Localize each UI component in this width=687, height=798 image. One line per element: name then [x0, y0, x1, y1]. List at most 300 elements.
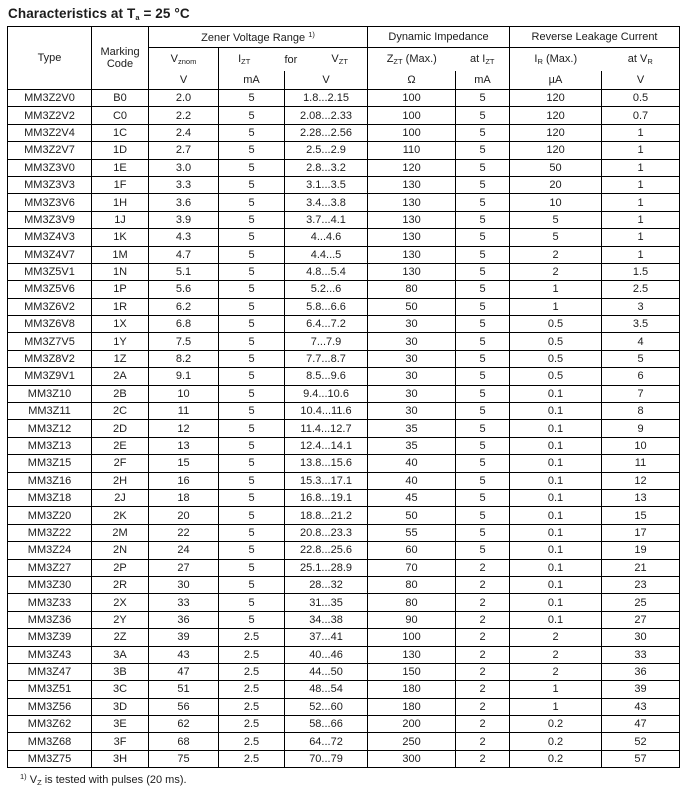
table-row	[8, 542, 680, 559]
at-vr-pre: at V	[627, 53, 648, 65]
cell-ir-max: 0.1	[510, 489, 602, 506]
cell-zzt-max: 130	[368, 229, 456, 246]
cell-zzt-max: 80	[368, 594, 456, 611]
cell-zzt-max: 100	[368, 629, 456, 646]
cell-ir-max: 0.2	[510, 716, 602, 733]
cell-vzt-range: 4...4.6	[285, 229, 368, 246]
cell-zzt-max: 250	[368, 733, 456, 750]
cell-vzt-range: 34...38	[285, 611, 368, 628]
table-row	[8, 437, 680, 454]
cell-at-vr: 1	[602, 229, 680, 246]
cell-at-izt: 5	[456, 333, 510, 350]
cell-izt: 2.5	[219, 646, 285, 663]
cell-type: MM3Z3V6	[8, 194, 92, 211]
table-row	[8, 316, 680, 333]
cell-type: MM3Z2V7	[8, 142, 92, 159]
cell-vzt-range: 3.4...3.8	[285, 194, 368, 211]
cell-type: MM3Z6V8	[8, 316, 92, 333]
cell-zzt-max: 130	[368, 263, 456, 280]
at-vr-sub: R	[647, 57, 653, 66]
cell-vznom: 10	[149, 385, 219, 402]
cell-izt: 5	[219, 559, 285, 576]
for-word: for	[284, 53, 298, 66]
cell-zzt-max: 70	[368, 559, 456, 576]
cell-ir-max: 0.5	[510, 350, 602, 367]
cell-izt: 5	[219, 159, 285, 176]
cell-vzt-range: 64...72	[285, 733, 368, 750]
table-row	[8, 350, 680, 367]
cell-marking-code: 2H	[92, 472, 149, 489]
cell-vznom: 5.6	[149, 281, 219, 298]
header-marking-code: Marking Code	[92, 27, 149, 90]
cell-at-vr: 5	[602, 350, 680, 367]
table-row	[8, 524, 680, 541]
izt-label	[238, 53, 250, 66]
cell-at-izt: 5	[456, 316, 510, 333]
cell-ir-max: 1	[510, 698, 602, 715]
cell-zzt-max: 130	[368, 176, 456, 193]
cell-at-vr: 47	[602, 716, 680, 733]
cell-at-izt: 5	[456, 385, 510, 402]
vznom-sub: znom	[178, 57, 197, 66]
cell-vznom: 24	[149, 542, 219, 559]
cell-ir-max: 2	[510, 646, 602, 663]
cell-izt: 5	[219, 542, 285, 559]
cell-at-izt: 5	[456, 194, 510, 211]
cell-vznom: 27	[149, 559, 219, 576]
cell-zzt-max: 130	[368, 194, 456, 211]
table-row	[8, 142, 680, 159]
cell-marking-code: 2P	[92, 559, 149, 576]
cell-izt: 5	[219, 263, 285, 280]
cell-marking-code: 3E	[92, 716, 149, 733]
cell-vzt-range: 2.08...2.33	[285, 107, 368, 124]
cell-ir-max: 120	[510, 124, 602, 141]
cell-vzt-range: 15.3...17.1	[285, 472, 368, 489]
cell-at-izt: 5	[456, 350, 510, 367]
table-row	[8, 368, 680, 385]
cell-marking-code: 2K	[92, 507, 149, 524]
characteristics-table	[7, 26, 680, 768]
cell-vznom: 3.3	[149, 176, 219, 193]
cell-type: MM3Z12	[8, 420, 92, 437]
cell-type: MM3Z30	[8, 576, 92, 593]
unit-vznom: V	[149, 71, 219, 90]
cell-vzt-range: 2.5...2.9	[285, 142, 368, 159]
table-row	[8, 246, 680, 263]
cell-at-izt: 5	[456, 211, 510, 228]
table-row	[8, 211, 680, 228]
cell-vznom: 3.6	[149, 194, 219, 211]
cell-vzt-range: 1.8...2.15	[285, 90, 368, 107]
cell-marking-code: 1P	[92, 281, 149, 298]
cell-ir-max: 0.1	[510, 611, 602, 628]
cell-at-vr: 9	[602, 420, 680, 437]
cell-type: MM3Z3V3	[8, 176, 92, 193]
cell-type: MM3Z7V5	[8, 333, 92, 350]
cell-zzt-max: 200	[368, 716, 456, 733]
cell-type: MM3Z4V3	[8, 229, 92, 246]
cell-type: MM3Z5V1	[8, 263, 92, 280]
ir-max-suffix: (Max.)	[542, 53, 578, 65]
cell-zzt-max: 110	[368, 142, 456, 159]
cell-izt: 5	[219, 420, 285, 437]
table-row	[8, 698, 680, 715]
table-row	[8, 333, 680, 350]
table-row	[8, 229, 680, 246]
table-row	[8, 611, 680, 628]
cell-zzt-max: 40	[368, 455, 456, 472]
cell-izt: 5	[219, 333, 285, 350]
cell-at-izt: 5	[456, 246, 510, 263]
cell-izt: 5	[219, 403, 285, 420]
cell-marking-code: 2A	[92, 368, 149, 385]
title-unit: °C	[174, 6, 190, 21]
cell-at-izt: 2	[456, 646, 510, 663]
table-row	[8, 472, 680, 489]
cell-at-izt: 5	[456, 263, 510, 280]
zzt-sub: ZT	[393, 57, 403, 66]
cell-at-vr: 36	[602, 663, 680, 680]
cell-zzt-max: 100	[368, 90, 456, 107]
cell-zzt-max: 100	[368, 107, 456, 124]
footnote-marker: 1)	[20, 772, 27, 782]
cell-type: MM3Z9V1	[8, 368, 92, 385]
cell-marking-code: 1J	[92, 211, 149, 228]
cell-marking-code: C0	[92, 107, 149, 124]
cell-at-vr: 13	[602, 489, 680, 506]
cell-izt: 5	[219, 455, 285, 472]
cell-ir-max: 0.1	[510, 472, 602, 489]
cell-izt: 2.5	[219, 733, 285, 750]
cell-ir-max: 0.1	[510, 524, 602, 541]
header-group-dynamic-impedance: Dynamic Impedance	[368, 27, 510, 48]
cell-vznom: 5.1	[149, 263, 219, 280]
vznom-base: V	[170, 53, 178, 65]
cell-at-izt: 5	[456, 403, 510, 420]
cell-izt: 5	[219, 594, 285, 611]
cell-marking-code: 2M	[92, 524, 149, 541]
cell-vznom: 7.5	[149, 333, 219, 350]
cell-vzt-range: 22.8...25.6	[285, 542, 368, 559]
cell-marking-code: 1N	[92, 263, 149, 280]
cell-type: MM3Z27	[8, 559, 92, 576]
cell-marking-code: 1D	[92, 142, 149, 159]
zvr-footnote-marker: 1)	[308, 30, 315, 39]
footnote-vz-base: V	[26, 774, 38, 787]
cell-at-izt: 5	[456, 437, 510, 454]
cell-izt: 2.5	[219, 663, 285, 680]
cell-vznom: 13	[149, 437, 219, 454]
cell-at-vr: 33	[602, 646, 680, 663]
cell-izt: 2.5	[219, 698, 285, 715]
cell-vznom: 20	[149, 507, 219, 524]
cell-marking-code: 3A	[92, 646, 149, 663]
cell-marking-code: 2B	[92, 385, 149, 402]
cell-vznom: 15	[149, 455, 219, 472]
cell-ir-max: 0.5	[510, 333, 602, 350]
cell-zzt-max: 100	[368, 124, 456, 141]
cell-ir-max: 5	[510, 229, 602, 246]
cell-at-vr: 1	[602, 176, 680, 193]
cell-at-vr: 1	[602, 159, 680, 176]
cell-zzt-max: 130	[368, 646, 456, 663]
izt-sub: ZT	[241, 57, 251, 66]
cell-at-vr: 21	[602, 559, 680, 576]
cell-marking-code: 2C	[92, 403, 149, 420]
cell-type: MM3Z33	[8, 594, 92, 611]
cell-zzt-max: 35	[368, 420, 456, 437]
cell-at-vr: 7	[602, 385, 680, 402]
cell-type: MM3Z3V9	[8, 211, 92, 228]
cell-vznom: 8.2	[149, 350, 219, 367]
cell-vznom: 6.2	[149, 298, 219, 315]
cell-ir-max: 1	[510, 681, 602, 698]
cell-ir-max: 2	[510, 246, 602, 263]
cell-zzt-max: 120	[368, 159, 456, 176]
cell-zzt-max: 130	[368, 246, 456, 263]
cell-marking-code: 3F	[92, 733, 149, 750]
cell-at-vr: 17	[602, 524, 680, 541]
cell-izt: 5	[219, 507, 285, 524]
table-row	[8, 403, 680, 420]
unit-zzt: Ω	[368, 71, 456, 90]
cell-zzt-max: 30	[368, 333, 456, 350]
table-row	[8, 107, 680, 124]
cell-at-izt: 2	[456, 663, 510, 680]
cell-vzt-range: 18.8...21.2	[285, 507, 368, 524]
ir-base: I	[534, 53, 538, 65]
cell-ir-max: 0.5	[510, 368, 602, 385]
cell-type: MM3Z20	[8, 507, 92, 524]
cell-vzt-range: 7...7.9	[285, 333, 368, 350]
table-row	[8, 455, 680, 472]
cell-type: MM3Z75	[8, 750, 92, 767]
unit-at-vr: V	[602, 71, 680, 90]
cell-vznom: 36	[149, 611, 219, 628]
cell-at-vr: 1	[602, 124, 680, 141]
cell-izt: 5	[219, 194, 285, 211]
cell-at-izt: 2	[456, 716, 510, 733]
footnote	[20, 772, 687, 787]
cell-ir-max: 0.1	[510, 542, 602, 559]
cell-vzt-range: 44...50	[285, 663, 368, 680]
cell-at-vr: 23	[602, 576, 680, 593]
cell-marking-code: B0	[92, 90, 149, 107]
cell-ir-max: 0.1	[510, 507, 602, 524]
cell-marking-code: 1C	[92, 124, 149, 141]
cell-ir-max: 10	[510, 194, 602, 211]
cell-izt: 2.5	[219, 716, 285, 733]
table-row	[8, 646, 680, 663]
cell-type: MM3Z51	[8, 681, 92, 698]
unit-ir: µA	[510, 71, 602, 90]
cell-ir-max: 0.5	[510, 316, 602, 333]
cell-ir-max: 120	[510, 90, 602, 107]
cell-zzt-max: 180	[368, 698, 456, 715]
table-row	[8, 159, 680, 176]
cell-izt: 2.5	[219, 629, 285, 646]
cell-vzt-range: 48...54	[285, 681, 368, 698]
header-group-zener-voltage-range	[149, 27, 368, 48]
cell-izt: 2.5	[219, 750, 285, 767]
table-row	[8, 263, 680, 280]
vzt-label	[331, 53, 348, 66]
cell-ir-max: 0.1	[510, 385, 602, 402]
cell-zzt-max: 45	[368, 489, 456, 506]
cell-zzt-max: 30	[368, 316, 456, 333]
cell-at-vr: 43	[602, 698, 680, 715]
cell-at-vr: 10	[602, 437, 680, 454]
cell-zzt-max: 300	[368, 750, 456, 767]
cell-vzt-range: 13.8...15.6	[285, 455, 368, 472]
title-text: Characteristics at T	[8, 6, 136, 21]
cell-marking-code: 2J	[92, 489, 149, 506]
cell-type: MM3Z2V2	[8, 107, 92, 124]
page-title	[8, 6, 687, 22]
cell-izt: 5	[219, 107, 285, 124]
cell-at-vr: 8	[602, 403, 680, 420]
cell-marking-code: 2D	[92, 420, 149, 437]
table-row	[8, 716, 680, 733]
table-row	[8, 629, 680, 646]
cell-vzt-range: 5.2...6	[285, 281, 368, 298]
cell-at-vr: 0.7	[602, 107, 680, 124]
cell-type: MM3Z62	[8, 716, 92, 733]
cell-zzt-max: 60	[368, 542, 456, 559]
cell-vznom: 3.0	[149, 159, 219, 176]
cell-vzt-range: 12.4...14.1	[285, 437, 368, 454]
cell-vznom: 56	[149, 698, 219, 715]
cell-type: MM3Z24	[8, 542, 92, 559]
cell-ir-max: 0.2	[510, 733, 602, 750]
cell-at-izt: 5	[456, 229, 510, 246]
cell-at-vr: 30	[602, 629, 680, 646]
cell-ir-max: 1	[510, 281, 602, 298]
cell-marking-code: 1Z	[92, 350, 149, 367]
cell-at-vr: 1	[602, 194, 680, 211]
cell-type: MM3Z47	[8, 663, 92, 680]
cell-at-izt: 5	[456, 524, 510, 541]
table-row	[8, 559, 680, 576]
cell-vznom: 12	[149, 420, 219, 437]
cell-zzt-max: 50	[368, 507, 456, 524]
cell-at-izt: 2	[456, 681, 510, 698]
cell-at-vr: 11	[602, 455, 680, 472]
cell-marking-code: 2Y	[92, 611, 149, 628]
cell-at-vr: 1	[602, 142, 680, 159]
table-row	[8, 420, 680, 437]
header-at-vr	[602, 48, 680, 72]
cell-at-vr: 12	[602, 472, 680, 489]
cell-marking-code: 2Z	[92, 629, 149, 646]
cell-vzt-range: 16.8...19.1	[285, 489, 368, 506]
table-row	[8, 507, 680, 524]
cell-zzt-max: 30	[368, 403, 456, 420]
cell-vznom: 51	[149, 681, 219, 698]
cell-marking-code: 3D	[92, 698, 149, 715]
cell-at-izt: 5	[456, 281, 510, 298]
cell-ir-max: 0.1	[510, 403, 602, 420]
cell-at-izt: 5	[456, 90, 510, 107]
cell-ir-max: 0.1	[510, 559, 602, 576]
cell-ir-max: 0.1	[510, 420, 602, 437]
title-subscript: a	[135, 13, 140, 22]
table-body	[8, 90, 680, 768]
cell-vzt-range: 58...66	[285, 716, 368, 733]
table-row	[8, 663, 680, 680]
cell-type: MM3Z11	[8, 403, 92, 420]
table-row	[8, 733, 680, 750]
cell-ir-max: 2	[510, 629, 602, 646]
table-row	[8, 194, 680, 211]
cell-marking-code: 1E	[92, 159, 149, 176]
cell-vzt-range: 37...41	[285, 629, 368, 646]
cell-at-izt: 2	[456, 750, 510, 767]
cell-vzt-range: 25.1...28.9	[285, 559, 368, 576]
cell-at-izt: 5	[456, 159, 510, 176]
cell-type: MM3Z22	[8, 524, 92, 541]
cell-marking-code: 2R	[92, 576, 149, 593]
cell-marking-code: 1Y	[92, 333, 149, 350]
cell-vzt-range: 6.4...7.2	[285, 316, 368, 333]
table-header	[8, 27, 680, 90]
cell-type: MM3Z36	[8, 611, 92, 628]
cell-zzt-max: 90	[368, 611, 456, 628]
cell-izt: 2.5	[219, 681, 285, 698]
cell-at-izt: 2	[456, 559, 510, 576]
cell-zzt-max: 30	[368, 385, 456, 402]
cell-vznom: 18	[149, 489, 219, 506]
table-row	[8, 298, 680, 315]
cell-at-izt: 2	[456, 594, 510, 611]
cell-vzt-range: 4.4...5	[285, 246, 368, 263]
cell-at-izt: 2	[456, 698, 510, 715]
cell-marking-code: 1X	[92, 316, 149, 333]
cell-type: MM3Z3V0	[8, 159, 92, 176]
cell-ir-max: 2	[510, 263, 602, 280]
cell-at-izt: 5	[456, 142, 510, 159]
cell-marking-code: 2F	[92, 455, 149, 472]
cell-type: MM3Z16	[8, 472, 92, 489]
zzt-base: Z	[386, 53, 394, 65]
cell-type: MM3Z2V0	[8, 90, 92, 107]
cell-vzt-range: 3.1...3.5	[285, 176, 368, 193]
cell-vzt-range: 7.7...8.7	[285, 350, 368, 367]
footnote-text: is tested with pulses (20 ms).	[41, 774, 187, 787]
cell-marking-code: 1F	[92, 176, 149, 193]
cell-izt: 5	[219, 437, 285, 454]
cell-vznom: 43	[149, 646, 219, 663]
cell-vznom: 47	[149, 663, 219, 680]
cell-at-vr: 27	[602, 611, 680, 628]
cell-vznom: 11	[149, 403, 219, 420]
cell-vzt-range: 52...60	[285, 698, 368, 715]
cell-izt: 5	[219, 90, 285, 107]
cell-vzt-range: 3.7...4.1	[285, 211, 368, 228]
cell-type: MM3Z5V6	[8, 281, 92, 298]
table-row	[8, 594, 680, 611]
cell-vznom: 3.9	[149, 211, 219, 228]
cell-marking-code: 1M	[92, 246, 149, 263]
cell-type: MM3Z10	[8, 385, 92, 402]
cell-vznom: 4.7	[149, 246, 219, 263]
cell-vznom: 33	[149, 594, 219, 611]
cell-vzt-range: 20.8...23.3	[285, 524, 368, 541]
cell-izt: 5	[219, 611, 285, 628]
izt-base: I	[238, 53, 242, 65]
cell-at-izt: 5	[456, 124, 510, 141]
